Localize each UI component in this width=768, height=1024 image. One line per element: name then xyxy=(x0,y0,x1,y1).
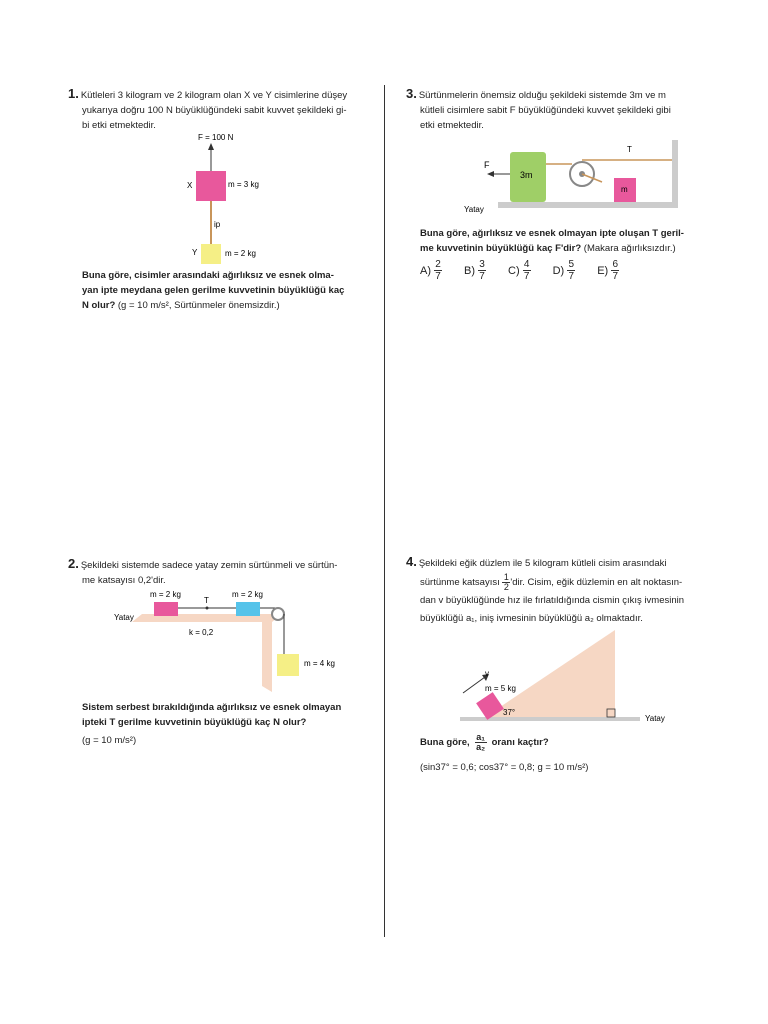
answer-options xyxy=(420,259,740,282)
rope-label: ip xyxy=(214,220,221,229)
fraction-denominator: 7 xyxy=(523,271,530,282)
angle-label: 37° xyxy=(503,708,516,717)
wall xyxy=(672,140,678,208)
fraction-numerator: 2 xyxy=(435,259,441,270)
option-label: E) xyxy=(597,264,609,277)
question-text: Kütleleri 3 kilogram ve 2 kilogram olan X ve Y cisimlerine düşey xyxy=(80,90,348,101)
option-label: D) xyxy=(552,264,565,277)
ask-text: Buna göre, xyxy=(420,737,470,748)
block-3m-label: 3m xyxy=(520,170,533,180)
ask-text: Buna göre, cisimler arasındaki ağırlıksız ve esnek olma- xyxy=(82,270,334,281)
question-3-ask xyxy=(420,226,730,256)
fraction-denominator: 7 xyxy=(479,271,485,282)
column-divider xyxy=(384,85,385,937)
option-d[interactable] xyxy=(553,259,576,282)
ratio-fraction xyxy=(475,733,487,752)
mass1-label: m = 2 kg xyxy=(150,590,181,599)
fraction-denominator: 7 xyxy=(435,271,441,282)
pulley xyxy=(272,608,284,620)
ask-text: yan ipte meydana gelen gerilme kuvvetinin büyüklüğü kaç xyxy=(82,285,345,296)
floor xyxy=(498,202,678,208)
question-text: sürtünme katsayısı xyxy=(420,577,500,589)
figure-q1 xyxy=(150,128,310,268)
option-e[interactable] xyxy=(597,259,619,282)
fraction-denominator: a₂ xyxy=(476,742,486,752)
rope-point xyxy=(206,607,209,610)
horizontal-label: Yatay xyxy=(464,205,484,214)
friction-label: k = 0,2 xyxy=(189,628,214,637)
option-fraction xyxy=(478,259,486,282)
question-text: dan v büyüklüğünde hız ile fırlatıldığında cismin çıkış ivmesinin xyxy=(420,595,685,607)
tension-label: T xyxy=(627,145,632,154)
option-fraction xyxy=(434,259,442,282)
question-2-ask xyxy=(82,700,382,748)
ask-text: Sistem serbest bırakıldığında ağırlıksız ve esnek olmayan xyxy=(82,702,342,713)
fraction-denominator: 7 xyxy=(568,271,574,282)
block-x xyxy=(196,171,226,201)
option-a[interactable] xyxy=(420,259,442,282)
fraction-denominator: 2 xyxy=(503,582,509,592)
x-mass-label: m = 3 kg xyxy=(228,180,259,189)
ask-text: me kuvvetinin büyüklüğü kaç F'dir? xyxy=(420,243,582,254)
force-label: F = 100 N xyxy=(198,133,234,142)
option-fraction xyxy=(523,259,531,282)
question-number: 1. xyxy=(68,86,79,101)
force-label: F xyxy=(484,160,490,170)
given-text: (Makara ağırlıksızdır.) xyxy=(581,243,676,254)
mass-label: m = 5 kg xyxy=(485,684,516,693)
figure-q4 xyxy=(455,625,695,725)
option-fraction xyxy=(611,259,619,282)
question-text: Şekildeki eğik düzlem ile 5 kilogram kütleli cisim arasındaki xyxy=(418,558,667,569)
question-text: yukarıya doğru 100 N büyüklüğündeki sabit kuvvet şekildeki gi- xyxy=(82,105,347,116)
given-text: (g = 10 m/s², Sürtünmeler önemsizdir.) xyxy=(115,300,280,311)
ask-text: Buna göre, ağırlıksız ve esnek olmayan ipte oluşan T geril- xyxy=(420,228,684,239)
figure-q2 xyxy=(112,584,362,694)
question-text: Şekildeki sistemde sadece yatay zemin sürtünmeli ve sürtün- xyxy=(80,560,338,571)
question-number: 3. xyxy=(406,86,417,101)
velocity-arrow xyxy=(463,677,485,693)
question-4-ask xyxy=(420,733,740,775)
block-1 xyxy=(154,602,178,616)
ask-text: oranı kaçtır? xyxy=(491,737,549,748)
option-c[interactable] xyxy=(508,259,531,282)
arrowhead-icon xyxy=(208,143,214,150)
ask-text: ipteki T gerilme kuvvetinin büyüklüğü kaç N olur? xyxy=(82,717,307,728)
block-m-label: m xyxy=(621,185,628,194)
fraction-denominator: 7 xyxy=(612,271,618,282)
block-y xyxy=(201,244,221,264)
tension-label: T xyxy=(204,596,209,605)
option-label: B) xyxy=(464,264,475,277)
option-label: A) xyxy=(420,264,431,277)
fraction-numerator: 6 xyxy=(612,259,618,270)
block-2 xyxy=(236,602,260,616)
question-number: 4. xyxy=(406,554,417,569)
question-text: etki etmektedir. xyxy=(420,120,484,131)
option-b[interactable] xyxy=(464,259,486,282)
given-text: (sin37° = 0,6; cos37° = 0,8; g = 10 m/s²) xyxy=(420,762,589,773)
mass3-label: m = 4 kg xyxy=(304,659,335,668)
question-number: 2. xyxy=(68,556,79,571)
incline xyxy=(485,630,615,717)
mass2-label: m = 2 kg xyxy=(232,590,263,599)
fraction-numerator: 4 xyxy=(523,259,530,270)
table-leg xyxy=(262,622,272,692)
fraction-numerator: 5 xyxy=(568,259,574,270)
fraction-numerator: 3 xyxy=(479,259,485,270)
question-1 xyxy=(68,86,373,133)
question-text: Sürtünmelerin önemsiz olduğu şekildeki sistemde 3m ve m xyxy=(418,90,666,101)
ask-text: N olur? xyxy=(82,300,116,311)
option-label: C) xyxy=(508,264,520,277)
x-label: X xyxy=(187,181,193,190)
question-1-ask xyxy=(82,268,377,313)
question-text: büyüklüğü a₁, iniş ivmesinin büyüklüğü a₂ olmaktadır. xyxy=(420,613,643,625)
question-3 xyxy=(406,86,731,133)
question-text: bi etki etmektedir. xyxy=(82,120,156,131)
horizontal-label: Yatay xyxy=(114,613,134,622)
question-text: 'dir. Cisim, eğik düzlemin en alt noktasın- xyxy=(510,577,683,589)
y-mass-label: m = 2 kg xyxy=(225,249,256,258)
question-4 xyxy=(406,553,736,628)
given-text: (g = 10 m/s²) xyxy=(82,735,137,746)
y-label: Y xyxy=(192,248,198,257)
option-fraction xyxy=(567,259,575,282)
fraction-numerator: 1 xyxy=(503,572,509,582)
figure-q3 xyxy=(460,140,700,220)
question-text: me katsayısı 0,2'dir. xyxy=(82,575,166,586)
velocity-label: v xyxy=(485,669,489,678)
horizontal-label: Yatay xyxy=(645,714,665,723)
arrowhead-icon xyxy=(487,171,494,177)
block-3 xyxy=(277,654,299,676)
question-text: kütleli cisimlere sabit F büyüklüğündeki kuvvet şekildeki gibi xyxy=(420,105,671,116)
fraction-numerator: a₁ xyxy=(476,732,485,742)
